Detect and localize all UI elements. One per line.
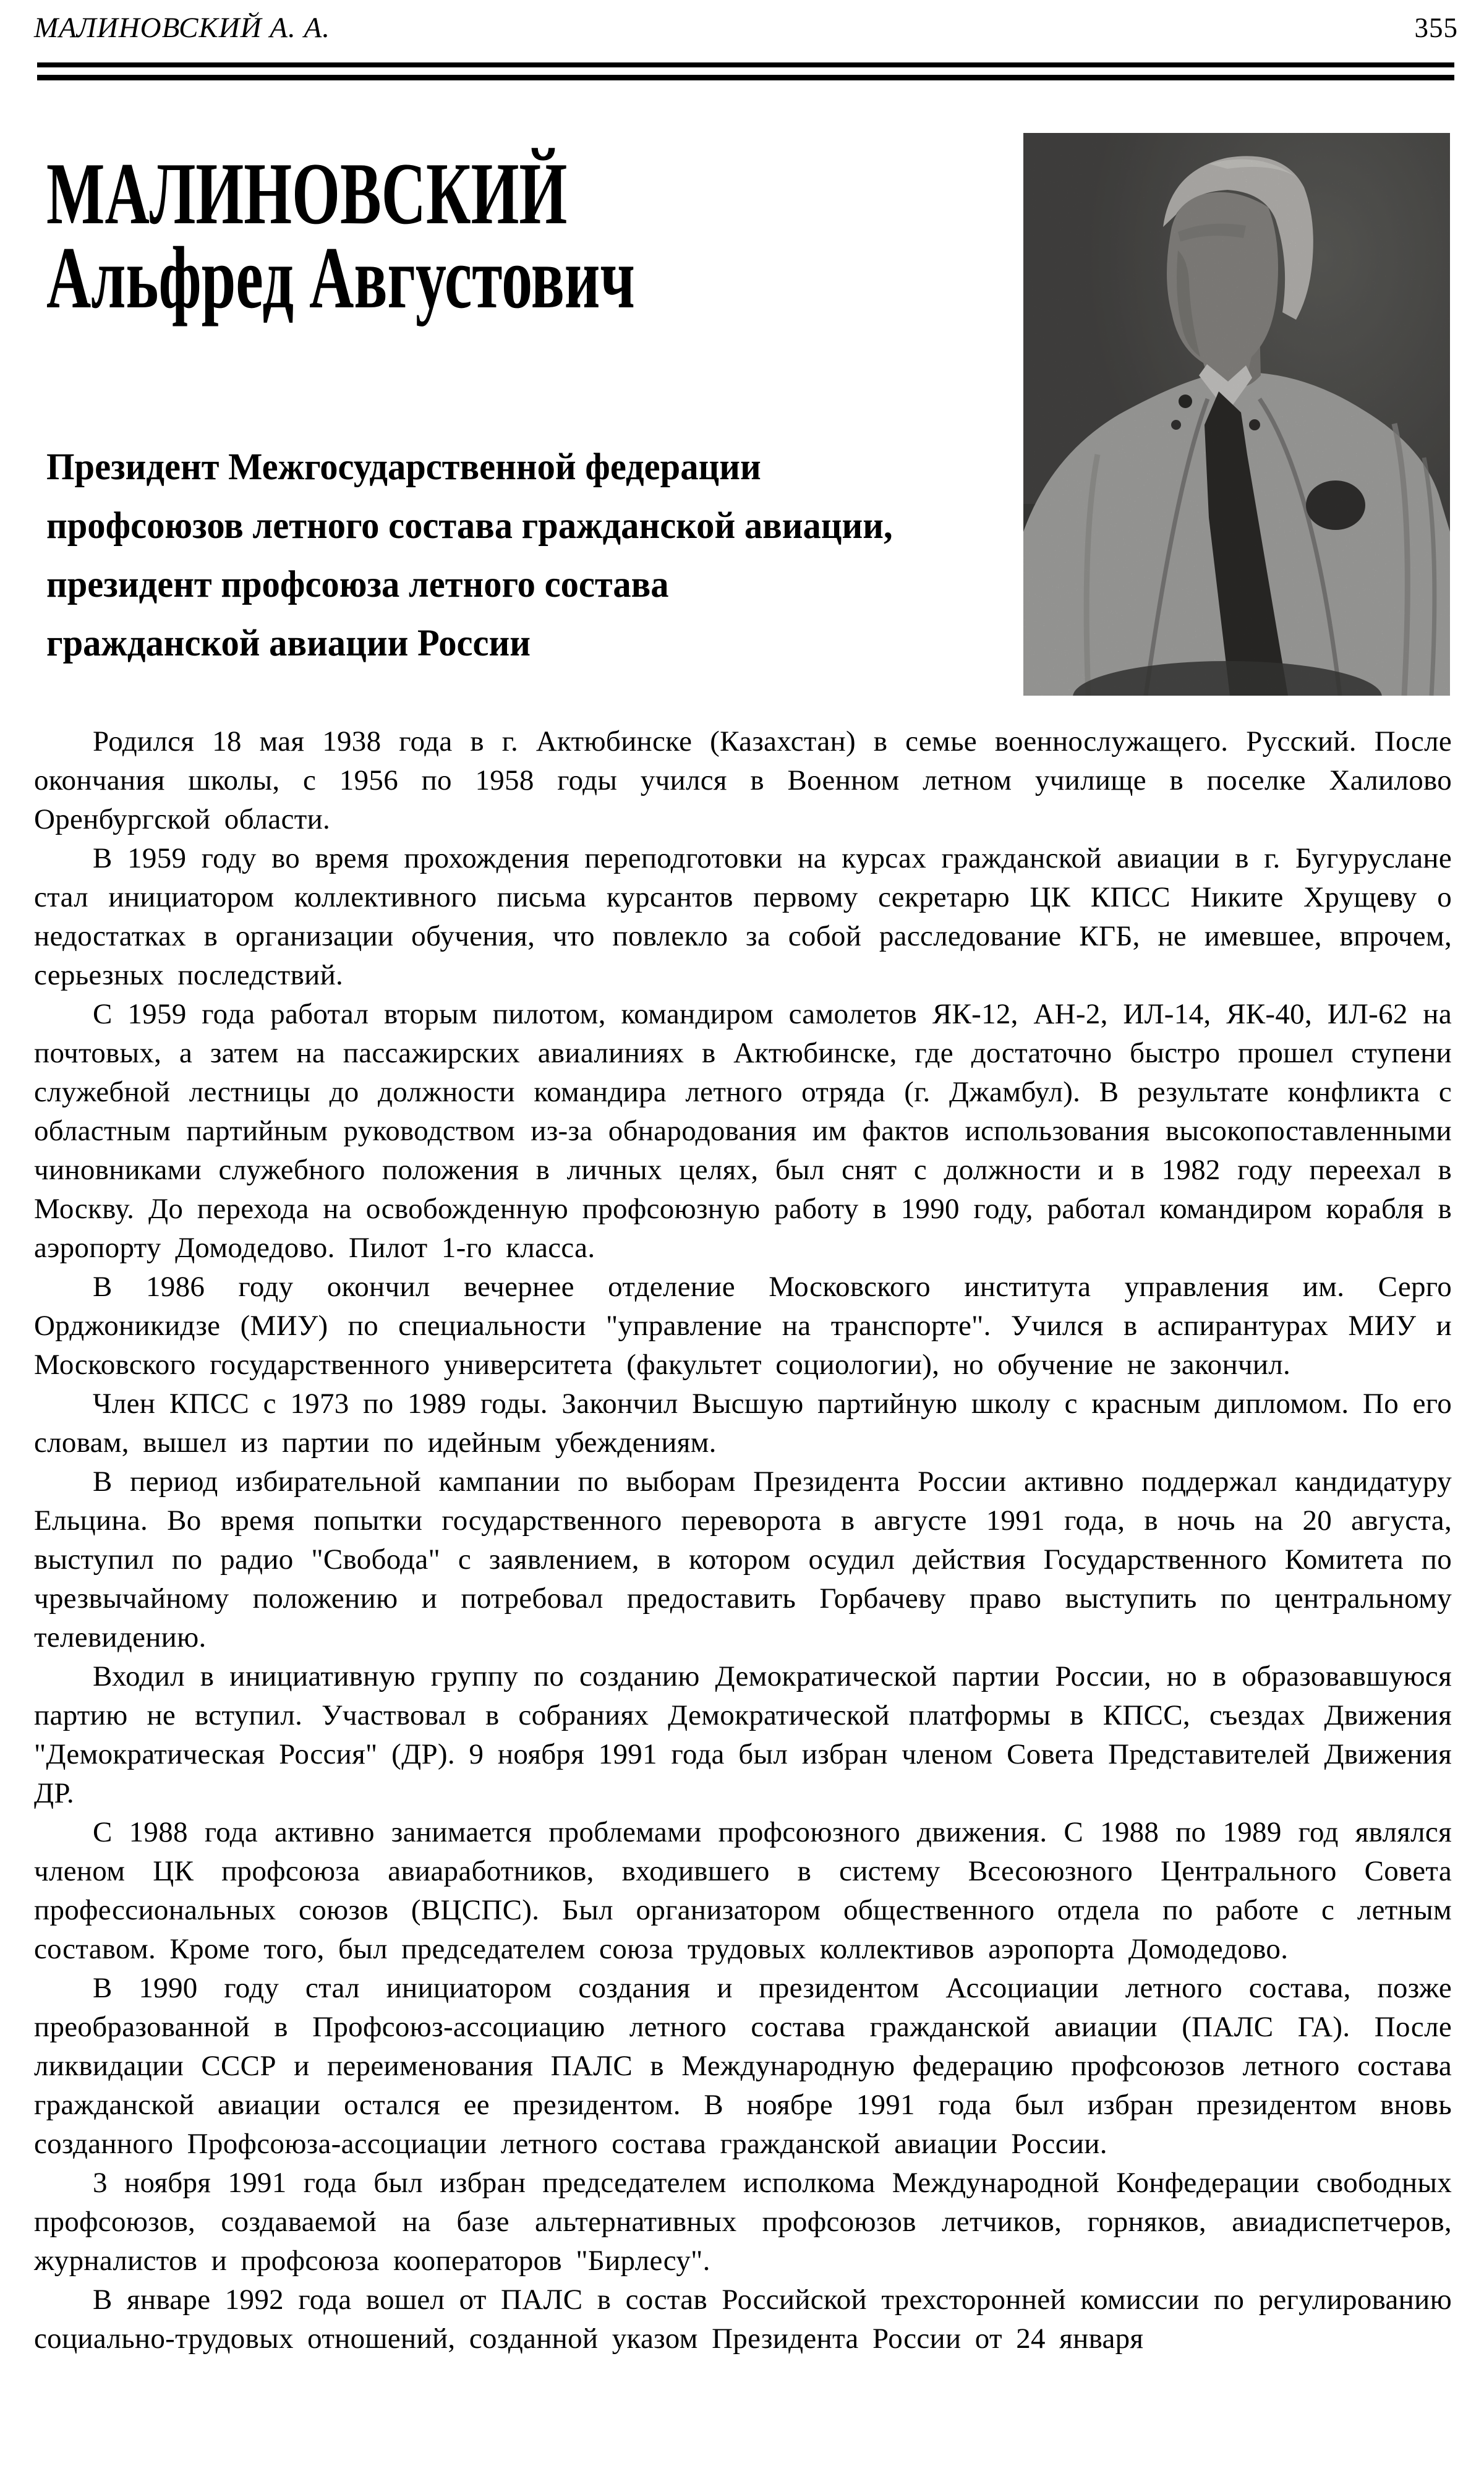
profile-given-names: Альфред Августович [46,229,635,326]
divider-line-bottom [37,75,1454,80]
bio-paragraph-8: С 1988 года активно занимается проблемами профсоюзного движения. С 1988 по 1989 год являлся членом ЦК профсоюза авиаработников, входившего в систему Всесоюзного Центрального Совета профессиональных союзов (ВЦСПС). Был организатором общественного отдела по работе с летным составом. Кроме того, был председателем союза трудовых коллективов аэропорта Домодедово. [34,1816,1452,1965]
bio-paragraph-4: В 1986 году окончил вечернее отделение Московского института управления им. Серго Орджоникидзе (МИУ) по специальности "управление на транспорте". Учился в аспирантурах МИУ и Московского государственного университета (факультет социологии), но обучение не закончил. [34,1271,1452,1381]
bio-paragraph-5: Член КПСС с 1973 по 1989 годы. Закончил Высшую партийную школу с красным дипломом. По его словам, вышел из партии по идейным убеждениям. [34,1388,1452,1459]
profile-surname: МАЛИНОВСКИЙ [46,145,568,242]
header-divider [37,62,1454,80]
bio-paragraph-7: Входил в инициативную группу по созданию Демократической партии России, но в образовавшуюся партию не вступил. Участвовал в собраниях Демократической платформы в КПСС, съездах Движения "Демократическая Россия" (ДР). 9 ноября 1991 года был избран членом Совета Представителей Движения ДР. [34,1660,1452,1809]
bio-paragraph-10: 3 ноября 1991 года был избран председателем исполкома Международной Конфедерации свободных профсоюзов, создаваемой на базе альтернативных профсоюзов летчиков, горняков, авиадиспетчеров, журналистов и профсоюза кооператоров "Бирлесу". [34,2167,1452,2277]
position-line-1: Президент Межгосударственной федерации [46,446,761,488]
profile-header [46,145,1450,717]
page-number: 355 [1414,12,1458,43]
profile-position [46,438,973,673]
position-line-3: президент профсоюза летного состава [46,564,669,605]
portrait-photo-image [1023,133,1450,696]
bio-paragraph-3: С 1959 года работал вторым пилотом, командиром самолетов ЯК-12, АН-2, ИЛ-14, ЯК-40, ИЛ-62 на почтовых, а затем на пассажирских авиалиниях в Актюбинске, где достаточно быстро прошел ступени служебной лестницы до должности командира летного отряда (г. Джамбул). В результате конфликта с областным партийным руководством из-за обнародования им фактов использования высокопоставленными чиновниками служебного положения в личных целях, был снят с должности и в 1982 году переехал в Москву. До перехода на освобожденную профсоюзную работу в 1990 году, работал командиром корабля в аэропорту Домодедово. Пилот 1-го класса. [34,998,1452,1264]
biography-text [34,722,1452,2358]
position-line-4: гражданской авиации России [46,623,531,664]
running-header-row [34,11,1458,45]
divider-line-top [37,62,1454,67]
position-line-2: профсоюзов летного состава гражданской авиации, [46,505,893,547]
bio-paragraph-9: В 1990 году стал инициатором создания и президентом Ассоциации летного состава, позже преобразованной в Профсоюз-ассоциацию летного состава гражданской авиации (ПАЛС ГА). После ликвидации СССР и переименования ПАЛС в Международную федерацию профсоюзов летного состава гражданской авиации остался ее президентом. В ноябре 1991 года был избран президентом вновь созданного Профсоюза-ассоциации летного состава гражданской авиации России. [34,1972,1452,2160]
bio-paragraph-11: В январе 1992 года вошел от ПАЛС в состав Российской трехсторонней комиссии по регулированию социально-трудовых отношений, созданной указом Президента России от 24 января [34,2284,1452,2355]
bio-paragraph-6: В период избирательной кампании по выборам Президента России активно поддержал кандидатуру Ельцина. Во время попытки государственного переворота в августе 1991 года, в ночь на 20 августа, выступил по радио "Свобода" с заявлением, в котором осудил действия Государственного Комитета по чрезвычайному положению и потребовал предоставить Горбачеву право выступить по центральному телевидению. [34,1466,1452,1654]
portrait-photo [1023,133,1450,696]
running-header: МАЛИНОВСКИЙ А. А. [34,12,330,44]
bio-paragraph-1: Родился 18 мая 1938 года в г. Актюбинске (Казахстан) в семье военнослужащего. Русский. После окончания школы, с 1956 по 1958 годы учился в Военном летном училище в поселке Халилово Оренбургской области. [34,725,1452,835]
bio-paragraph-2: В 1959 году во время прохождения переподготовки на курсах гражданской авиации в г. Бугуруслане стал инициатором коллективного письма курсантов первому секретарю ЦК КПСС Никите Хрущеву о недостатках в организации обучения, что повлекло за собой расследование КГБ, не имевшее, впрочем, серьезных последствий. [34,842,1452,991]
